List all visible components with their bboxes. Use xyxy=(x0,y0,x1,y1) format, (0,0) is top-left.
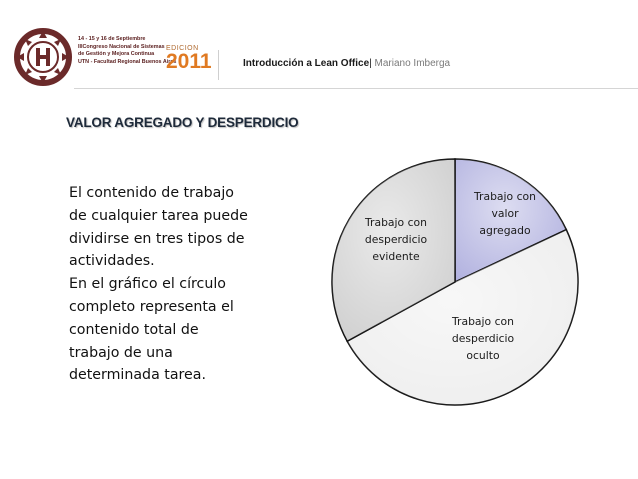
body-line: dividirse en tres tipos de xyxy=(69,230,245,247)
header-rule xyxy=(74,88,638,89)
congress-info xyxy=(78,36,177,66)
pie-slice-label-line: Trabajo con xyxy=(365,216,427,229)
pie-chart xyxy=(300,130,600,430)
presentation-title xyxy=(243,58,450,69)
edition-badge xyxy=(166,45,212,72)
body-line: completo representa el xyxy=(69,298,234,315)
body-line: de cualquier tarea puede xyxy=(69,207,248,224)
pie-slice-label-line: agregado xyxy=(479,224,531,237)
pie-slice-label-line: Trabajo con xyxy=(452,315,514,328)
body-text xyxy=(69,182,279,387)
pie-slice-label-line: desperdicio xyxy=(451,332,515,345)
congress-line: 14 - 15 y 16 de Septiembre xyxy=(78,36,146,42)
edition-year: 2011 xyxy=(166,50,212,73)
body-line: trabajo de una xyxy=(69,344,173,361)
congress-line: IIICongreso Nacional de Sistemas xyxy=(78,43,165,50)
body-line: En el gráfico el círculo xyxy=(69,276,226,293)
body-line: actividades. xyxy=(69,253,155,270)
author-name: Mariano Imberga xyxy=(371,58,451,69)
body-line: determinada tarea. xyxy=(69,367,206,384)
body-line: contenido total de xyxy=(69,321,199,338)
title-separator: | xyxy=(369,58,372,69)
pie-slice-label-line: valor xyxy=(491,207,519,220)
pie-slice-label xyxy=(364,216,428,263)
pie-slice-label-line: Trabajo con xyxy=(474,190,536,203)
header xyxy=(0,0,638,92)
pie-slice-label-line: desperdicio xyxy=(364,233,428,246)
congress-line: UTN - Facultad Regional Buenos Aires xyxy=(78,58,177,65)
utn-logo-icon xyxy=(14,28,72,86)
pie-slice-label-line: evidente xyxy=(372,250,420,263)
body-line: El contenido de trabajo xyxy=(69,185,234,201)
header-divider xyxy=(218,50,219,80)
edition-label: EDICION xyxy=(166,45,199,52)
pie-slice-label-line: oculto xyxy=(466,349,500,362)
slide-heading: VALOR AGREGADO Y DESPERDICIO xyxy=(66,115,299,130)
presentation-title-text: Introducción a Lean Office xyxy=(243,58,370,69)
congress-line: de Gestión y Mejora Continua xyxy=(78,51,155,58)
